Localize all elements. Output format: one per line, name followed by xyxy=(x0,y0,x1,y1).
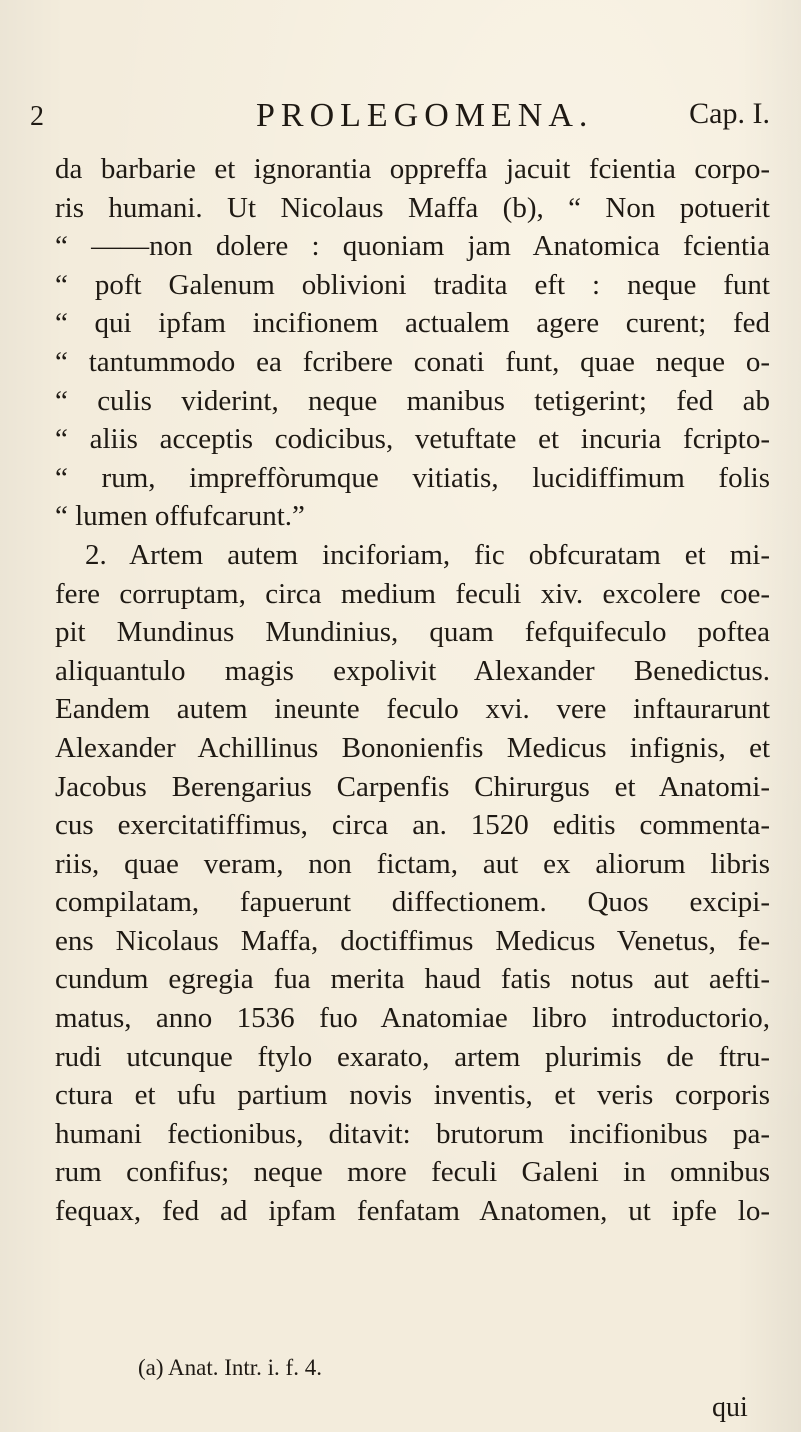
text-line: pit Mundinus Mundinius, quam fefquifeculo poftea xyxy=(55,616,770,649)
text-line: “ tantummodo ea fcribere conati funt, quae neque o- xyxy=(55,345,770,378)
body-text xyxy=(55,150,770,1231)
text-line: riis, quae veram, non fictam, aut ex aliorum libris xyxy=(55,847,770,880)
chapter-label: Cap. I. xyxy=(689,97,770,130)
text-line: “ aliis acceptis codicibus, vetuftate et incuria fcripto- xyxy=(55,423,770,456)
text-line: ris humani. Ut Nicolaus Maffa (b), “ Non potuerit xyxy=(55,191,770,224)
text-line: “ lumen offufcarunt.” xyxy=(55,500,305,533)
footnote: (a) Anat. Intr. i. f. 4. xyxy=(138,1355,322,1380)
page-number: 2 xyxy=(30,101,44,132)
text-line: compilatam, fapuerunt diffectionem. Quos excipi- xyxy=(55,886,770,919)
text-line: “ rum, impreffòrumque vitiatis, lucidiffimum folis xyxy=(55,461,770,494)
text-line: Alexander Achillinus Bononienfis Medicus infignis, et xyxy=(55,731,770,764)
text-line: humani fectionibus, ditavit: brutorum incifionibus pa- xyxy=(55,1117,770,1150)
text-line: aliquantulo magis expolivit Alexander Benedictus. xyxy=(55,654,770,687)
text-line: matus, anno 1536 fuo Anatomiae libro introductorio, xyxy=(55,1002,770,1035)
text-line: rum confifus; neque more feculi Galeni in omnibus xyxy=(55,1156,770,1189)
text-line: Jacobus Berengarius Carpenfis Chirurgus et Anatomi- xyxy=(55,770,770,803)
text-line: rudi utcunque ftylo exarato, artem plurimis de ftru- xyxy=(55,1040,770,1073)
text-line: “ qui ipfam incifionem actualem agere curent; fed xyxy=(55,307,770,340)
text-line: “ poft Galenum oblivioni tradita eft : neque funt xyxy=(55,268,770,301)
text-line: da barbarie et ignorantia oppreffa jacuit fcientia corpo- xyxy=(55,153,770,185)
running-head: PROLEGOMENA. xyxy=(256,97,594,134)
text-line: cus exercitatiffimus, circa an. 1520 editis commenta- xyxy=(55,809,770,842)
text-line: Eandem autem ineunte feculo xvi. vere inftaurarunt xyxy=(55,693,770,726)
text-line: cundum egregia fua merita haud fatis notus aut aefti- xyxy=(55,963,770,996)
text-line: fequax, fed ad ipfam fenfatam Anatomen, ut ipfe lo- xyxy=(55,1195,770,1228)
text-line: 2. Artem autem inciforiam, fic obfcuratam et mi- xyxy=(85,538,770,571)
text-line: “ culis viderint, neque manibus tetigerint; fed ab xyxy=(55,384,770,417)
page-header xyxy=(30,95,770,139)
catchword: qui xyxy=(712,1392,748,1423)
text-line: fere corruptam, circa medium feculi xiv. excolere coe- xyxy=(55,577,770,610)
text-line: ens Nicolaus Maffa, doctiffimus Medicus Venetus, fe- xyxy=(55,924,770,957)
text-line: ctura et ufu partium novis inventis, et veris corporis xyxy=(55,1079,770,1112)
text-line: “ ——non dolere : quoniam jam Anatomica fcientia xyxy=(55,230,770,263)
